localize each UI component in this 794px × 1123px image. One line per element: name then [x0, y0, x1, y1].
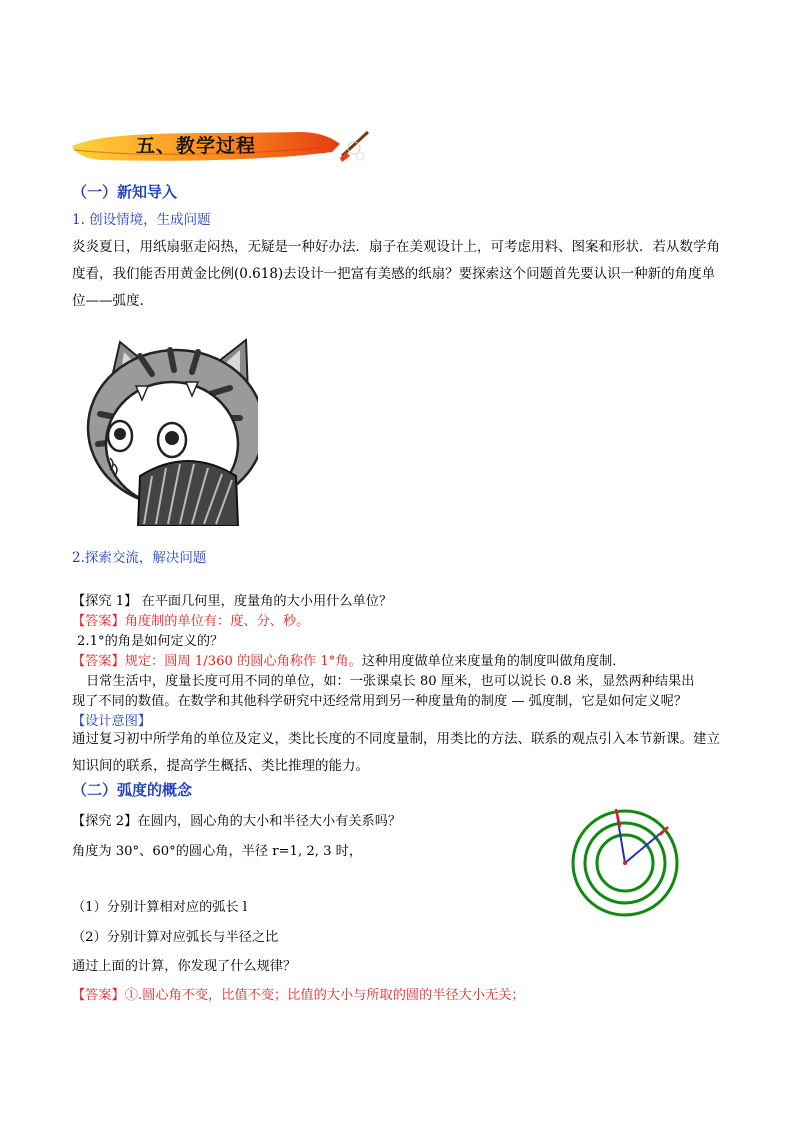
intro-paragraph: 炎炎夏日，用纸扇驱走闷热，无疑是一种好办法．扇子在美观设计上，可考虑用料、图案和形状．若从数学角度看，我们能否用黄金比例(0.618)去设计一把富有美感的纸扇？要探索这个问题首先要认识一种新的角度单位——弧度. — [72, 239, 720, 309]
daily-life-line-2: 现了不同的数值。在数学和其他科学研究中还经常用到另一种度量角的制度 — 弧度制，它是如何定义呢？ — [72, 694, 688, 709]
answer-3-text: ①.圆心角不变，比值不变；比值的大小与所取的圆的半径大小无关； — [124, 988, 525, 1003]
daily-life-line-1: 日常生活中，度量长度可用不同的单位，如：一张课桌长 80 厘米，也可以说长 0.8 米，显然两种结果出 — [86, 674, 695, 689]
step-3: 通过上面的计算，你发现了什么规律？ — [72, 959, 297, 974]
step-1: （1）分别计算相对应的弧长 l — [72, 900, 248, 915]
answer-2-definition: 【答案】规定：圆周 1/360 的圆心角称作 1°角。 — [72, 654, 362, 669]
concentric-circles-diagram — [568, 805, 688, 925]
angle-condition: 角度为 30°、60°的圆心角，半径 r=1, 2, 3 时， — [72, 844, 363, 859]
design-intent-text: 通过复习初中所学角的单位及定义，类比长度的不同度量制，用类比的方法、联系的观点引入本节新课。建立知识间的联系，提高学生概括、类比推理的能力。 — [72, 731, 720, 774]
answer-2-explanation: 这种用度做单位来度量角的制度叫做角度制． — [361, 654, 626, 669]
section-title: 五、教学过程 — [136, 135, 257, 157]
question-3: 【探究 2】在圆内，圆心角的大小和半径大小有关系吗？ — [72, 814, 402, 829]
question-1: 【探究 1】 在平面几何里，度量角的大小用什么单位？ — [72, 594, 393, 609]
design-intent-label: 【设计意图】 — [72, 714, 152, 729]
answer-1: 【答案】角度制的单位有：度、分、秒。 — [72, 614, 310, 629]
step-2: （2）分别计算对应弧长与半径之比 — [72, 930, 279, 945]
center-point — [623, 861, 627, 865]
answer-3-label: 【答案】 — [72, 988, 125, 1003]
answer-2 — [72, 650, 626, 669]
question-2: 2.1°的角是如何定义的？ — [77, 634, 224, 649]
part1-sub2: 2.探索交流，解决问题 — [72, 550, 207, 566]
part1-sub1: 1. 创设情境，生成问题 — [72, 212, 211, 228]
part1-heading: （一）新知导入 — [72, 183, 178, 201]
brush-icon — [340, 132, 368, 162]
paper-fan-icon — [138, 461, 238, 526]
cat-cartoon-illustration — [80, 334, 258, 526]
answer-3 — [72, 984, 525, 1003]
part2-heading: （二）弧度的概念 — [72, 781, 193, 799]
